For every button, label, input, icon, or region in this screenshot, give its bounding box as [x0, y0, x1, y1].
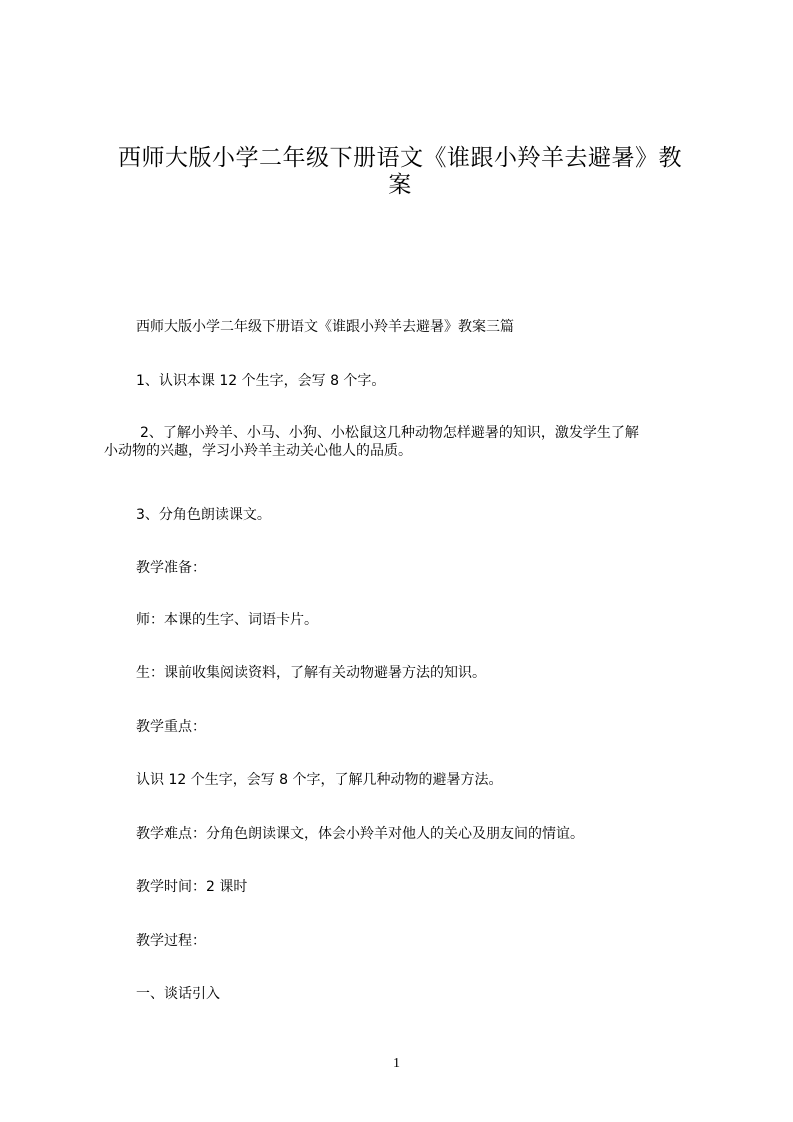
paragraph-difficulties: 教学难点：分角色朗读课文，体会小羚羊对他人的关心及朋友间的情谊。	[136, 826, 584, 842]
paragraph-teaching-time: 教学时间：2 课时	[136, 879, 248, 895]
page-number: 1	[393, 1056, 400, 1071]
paragraph-key-points: 认识 12 个生字，会写 8 个字，了解几种动物的避暑方法。	[136, 772, 503, 788]
heading-teaching-preparation: 教学准备：	[136, 560, 206, 576]
paragraph-objective-2	[104, 424, 724, 460]
paragraph-objective-3: 3、分角色朗读课文。	[136, 507, 271, 523]
heading-teaching-process: 教学过程：	[136, 933, 206, 949]
paragraph-intro: 西师大版小学二年级下册语文《谁跟小羚羊去避暑》教案三篇	[136, 319, 514, 335]
heading-section-one: 一、谈话引入	[136, 986, 220, 1002]
paragraph-student-prep: 生：课前收集阅读资料，了解有关动物避暑方法的知识。	[136, 665, 486, 681]
document-title-line-1: 西师大版小学二年级下册语文《谁跟小羚羊去避暑》教	[118, 145, 682, 171]
paragraph-objective-2-line-2: 小动物的兴趣，学习小羚羊主动关心他人的品质。	[104, 443, 412, 459]
heading-key-points: 教学重点：	[136, 719, 206, 735]
paragraph-teacher-prep: 师：本课的生字、词语卡片。	[136, 612, 318, 628]
paragraph-objective-1: 1、认识本课 12 个生字，会写 8 个字。	[136, 373, 386, 389]
document-title-line-2: 案	[388, 172, 412, 198]
paragraph-objective-2-line-1: 2、了解小羚羊、小马、小狗、小松鼠这几种动物怎样避暑的知识，激发学生了解	[140, 425, 639, 441]
